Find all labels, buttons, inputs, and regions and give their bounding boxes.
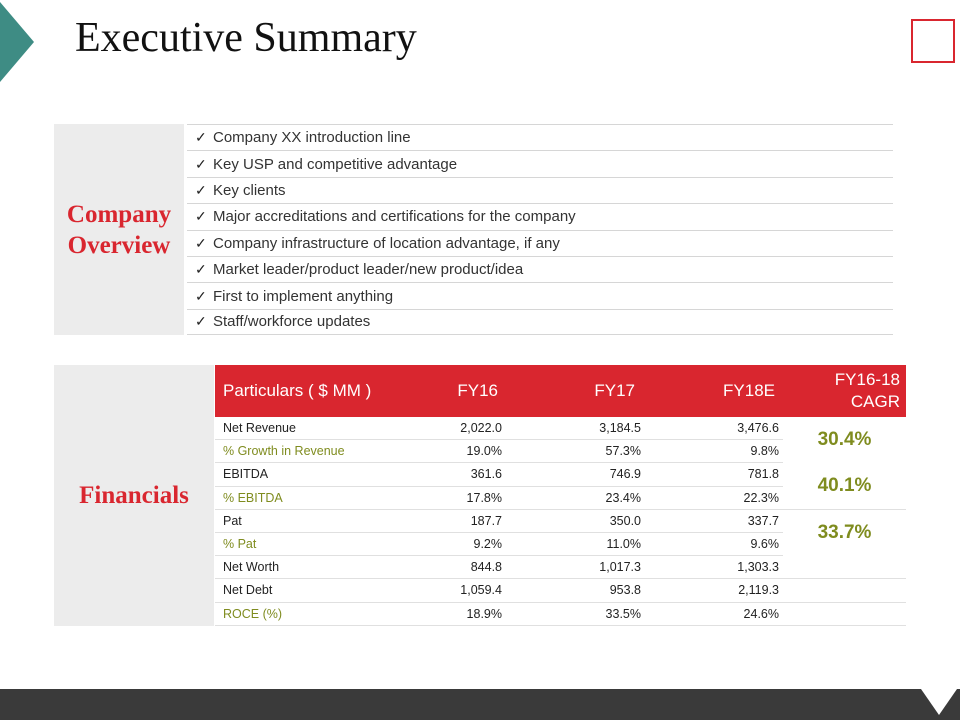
list-item-text: First to implement anything	[213, 287, 394, 305]
row-fy17: 11.0%	[606, 537, 641, 552]
check-icon: ✓	[195, 261, 207, 278]
row-fy18e: 337.7	[747, 513, 779, 528]
row-name: EBITDA	[223, 467, 269, 482]
row-fy18e: 9.8%	[750, 444, 779, 459]
row-fy16: 361.6	[470, 467, 502, 482]
row-name: Pat	[223, 513, 242, 528]
list-item-text: Key USP and competitive advantage	[213, 155, 458, 173]
check-icon: ✓	[195, 129, 207, 146]
row-fy18e: 22.3%	[743, 490, 779, 505]
check-icon: ✓	[195, 155, 207, 172]
check-icon: ✓	[195, 287, 207, 304]
cagr-revenue: 30.4%	[783, 417, 906, 463]
row-fy18e: 781.8	[747, 467, 779, 482]
list-item-text: Key clients	[213, 181, 286, 199]
table-row	[215, 556, 906, 579]
row-fy16: 18.9%	[466, 606, 502, 621]
table-header	[215, 365, 906, 417]
row-name: Net Debt	[223, 583, 273, 598]
row-fy16: 9.2%	[473, 537, 502, 552]
list-item-text: Major accreditations and certifications for the company	[213, 208, 576, 226]
red-square-decoration	[911, 19, 955, 63]
check-icon: ✓	[195, 181, 207, 198]
header-cagr: FY16-18 CAGR	[834, 370, 900, 411]
financials-table	[215, 365, 906, 626]
row-name: % EBITDA	[223, 490, 283, 505]
company-overview-label	[54, 124, 184, 335]
row-fy18e: 9.6%	[750, 537, 779, 552]
row-name: Net Revenue	[223, 421, 296, 436]
overview-label-line1: Company	[66, 200, 172, 228]
row-fy16: 1,059.4	[460, 583, 502, 598]
cagr-pat: 33.7%	[783, 510, 906, 556]
row-fy17: 746.9	[609, 467, 641, 482]
check-icon: ✓	[195, 208, 207, 225]
row-fy18e: 3,476.6	[737, 421, 779, 436]
row-name: ROCE (%)	[223, 606, 283, 621]
row-fy17: 350.0	[609, 513, 641, 528]
page-title: Executive Summary	[75, 15, 417, 61]
table-row	[215, 579, 906, 602]
row-fy16: 2,022.0	[460, 421, 502, 436]
teal-arrow-decoration	[0, 2, 34, 82]
row-fy17: 33.5%	[605, 606, 641, 621]
row-fy16: 187.7	[470, 513, 502, 528]
row-name: % Pat	[223, 537, 257, 552]
cagr-ebitda: 40.1%	[783, 463, 906, 509]
list-item-text: Market leader/product leader/new product/idea	[213, 261, 524, 279]
row-fy17: 23.4%	[605, 490, 641, 505]
company-overview-list	[187, 124, 893, 335]
header-fy17: FY17	[594, 381, 635, 400]
overview-label-line2: Overview	[67, 231, 171, 259]
financials-label	[54, 365, 214, 626]
list-item-text: Company infrastructure of location advantage, if any	[213, 234, 560, 252]
row-fy17: 953.8	[609, 583, 641, 598]
list-item	[187, 256, 893, 282]
row-fy18e: 2,119.3	[738, 583, 779, 598]
check-icon: ✓	[195, 313, 207, 330]
row-fy16: 17.8%	[466, 490, 502, 505]
row-fy17: 3,184.5	[599, 421, 641, 436]
table-row	[215, 603, 906, 626]
row-fy16: 844.8	[470, 560, 502, 575]
header-particulars: Particulars ( $ MM )	[223, 381, 372, 400]
list-item	[187, 177, 893, 203]
row-fy17: 1,017.3	[599, 560, 641, 575]
check-icon: ✓	[195, 234, 207, 251]
list-item	[187, 282, 893, 308]
list-item-text: Company XX introduction line	[213, 129, 411, 147]
list-item-text: Staff/workforce updates	[213, 313, 371, 331]
list-item	[187, 230, 893, 256]
list-item	[187, 203, 893, 229]
row-fy17: 57.3%	[605, 444, 641, 459]
list-item	[187, 150, 893, 176]
row-fy18e: 24.6%	[743, 606, 779, 621]
footer-notch-decoration	[921, 689, 957, 715]
row-name: % Growth in Revenue	[223, 444, 345, 459]
footer-bar	[0, 689, 960, 720]
header-fy16: FY16	[457, 381, 498, 400]
row-fy18e: 1,303.3	[737, 560, 779, 575]
financials-label-text: Financials	[79, 482, 189, 509]
table-body	[215, 417, 906, 626]
header-fy18e: FY18E	[723, 381, 775, 400]
row-fy16: 19.0%	[466, 444, 502, 459]
list-item	[187, 124, 893, 150]
list-item	[187, 309, 893, 335]
row-name: Net Worth	[223, 560, 280, 575]
